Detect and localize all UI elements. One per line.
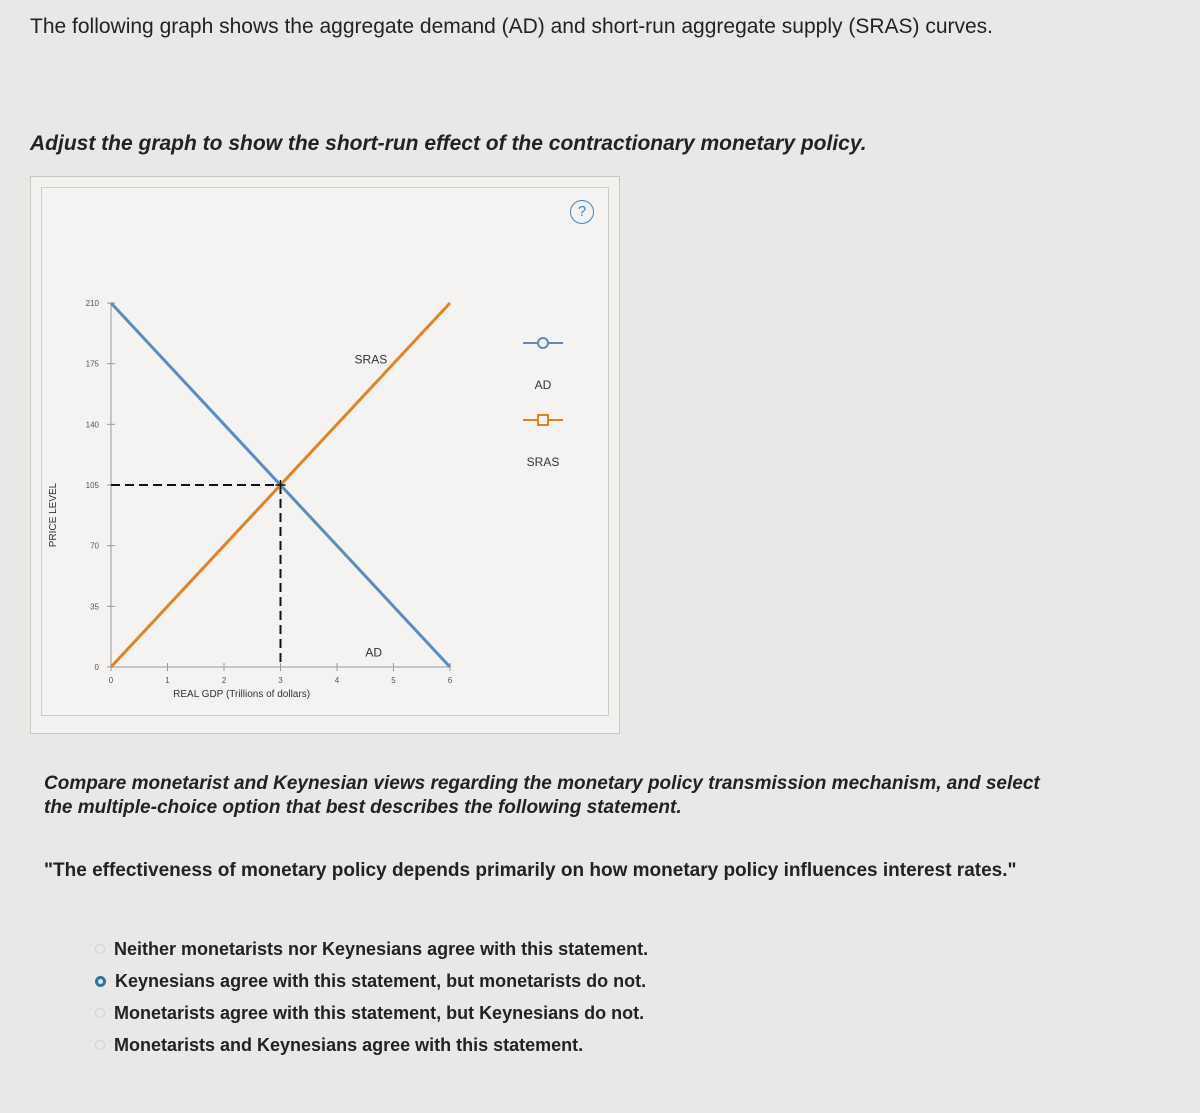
instruction-text: Adjust the graph to show the short-run effect of the contractionary monetary policy. [30, 132, 867, 155]
x-tick-label: 1 [165, 676, 170, 685]
option-label: Keynesians agree with this statement, but monetarists do not. [115, 970, 647, 991]
radio-button[interactable] [95, 1008, 105, 1018]
y-tick-label: 0 [94, 663, 99, 672]
y-tick-label: 175 [85, 359, 99, 369]
radio-button[interactable] [95, 944, 105, 954]
option-label: Monetarists agree with this statement, but Keynesians do not. [114, 1002, 645, 1023]
ad-curve-label: AD [365, 645, 383, 660]
help-icon[interactable]: ? [570, 200, 594, 224]
option-monetarists-agree[interactable] [95, 997, 648, 1029]
option-label: Neither monetarists nor Keynesians agree with this statement. [114, 938, 649, 959]
x-tick-label: 3 [278, 676, 283, 685]
chart[interactable] [42, 188, 608, 715]
option-both-agree[interactable] [95, 1029, 648, 1061]
option-keynesians-agree[interactable] [95, 965, 648, 997]
graph-panel [30, 176, 620, 734]
ad-tool-label: AD [534, 378, 552, 392]
y-tick-label: 140 [85, 420, 99, 430]
y-axis-label: PRICE LEVEL [48, 482, 59, 548]
graph-area [41, 187, 609, 716]
x-tick-label: 6 [447, 676, 453, 685]
intro-text: The following graph shows the aggregate demand (AD) and short-run aggregate supply (SRAS) curves. [30, 15, 994, 38]
option-neither[interactable] [95, 933, 648, 965]
x-tick-label: 4 [334, 676, 340, 685]
ad-tool-circle-icon[interactable] [538, 338, 548, 348]
sras-tool-label: SRAS [526, 455, 560, 469]
compare-question: Compare monetarist and Keynesian views regarding the monetary policy transmission mechanism, and select the multiple-choice option that best describes the following statement. [44, 773, 1040, 818]
radio-button[interactable] [95, 976, 106, 987]
option-list [95, 933, 648, 1061]
x-tick-label: 5 [391, 676, 396, 685]
option-label: Monetarists and Keynesians agree with this statement. [114, 1034, 584, 1055]
y-tick-label: 105 [85, 481, 99, 490]
radio-button[interactable] [95, 1040, 105, 1050]
x-tick-label: 2 [221, 676, 227, 685]
y-tick-label: 210 [85, 299, 99, 308]
x-axis-label: REAL GDP (Trillions of dollars) [173, 689, 311, 700]
sras-curve-label: SRAS [354, 352, 388, 367]
y-tick-label: 70 [90, 541, 99, 551]
statement-text: "The effectiveness of monetary policy depends primarily on how monetary policy influences interest rates." [44, 860, 1017, 881]
y-tick-label: 35 [90, 602, 99, 612]
sras-tool-square-icon[interactable] [538, 415, 548, 425]
x-tick-label: 0 [108, 676, 114, 685]
